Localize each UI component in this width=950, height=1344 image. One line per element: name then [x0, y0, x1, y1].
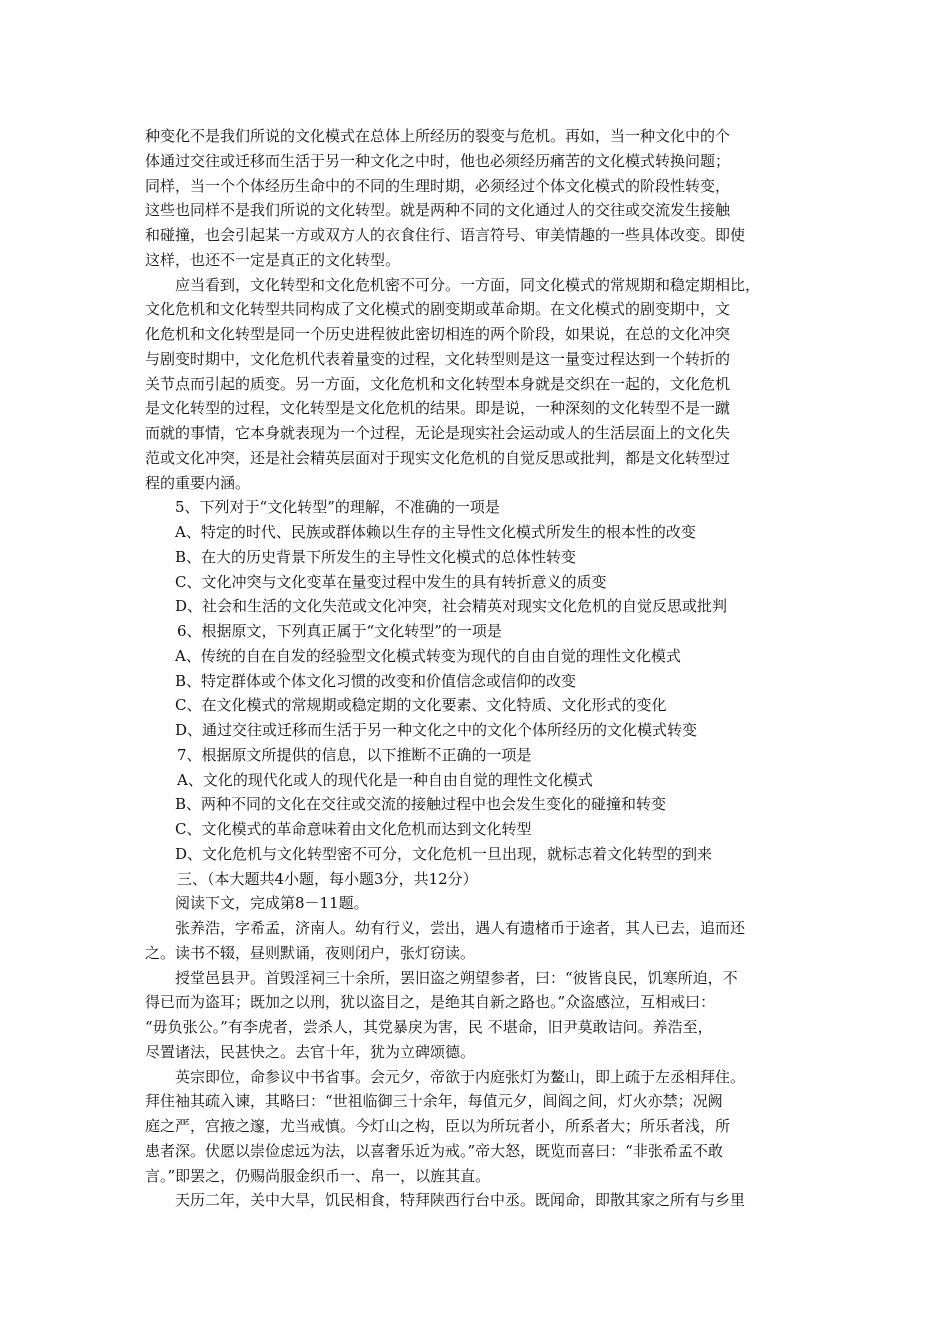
text-line: A、传统的自在自发的经验型文化模式转变为现代的自由自觉的理性文化模式 — [175, 646, 681, 665]
text-line: B、在大的历史背景下所发生的主导性文化模式的总体性转变 — [175, 547, 577, 566]
text-line: B、特定群体或个体文化习惯的改变和价值信念或信仰的改变 — [175, 671, 577, 690]
text-line: C、文化冲突与文化变革在量变过程中发生的具有转折意义的质变 — [175, 572, 607, 591]
text-line: 7、根据原文所提供的信息，以下推断不正确的一项是 — [177, 745, 532, 764]
text-line: 应当看到，文化转型和文化危机密不可分。一方面，同文化模式的常规期和稳定期相比， — [175, 275, 761, 294]
document-page — [145, 124, 815, 1213]
text-line: 这样，也还不一定是真正的文化转型。 — [145, 250, 401, 269]
text-line: 和碰撞，也会引起某一方或双方人的衣食住行、语言符号、审美情趣的一些具体改变。即使 — [145, 226, 746, 244]
text-line: 患者深。伏愿以崇俭虑远为法，以喜奢乐近为戒。”帝大怒，既览而喜曰：“非张希孟不敢 — [145, 1141, 723, 1160]
text-line: 之。读书不辍，昼则默诵，夜则闭户，张灯窃读。 — [145, 943, 476, 962]
text-line: 文化危机和文化转型共同构成了文化模式的剧变期或革命期。在文化模式的剧变期中，文 — [145, 300, 731, 319]
text-line: 5、下列对于“文化转型”的理解，不准确的一项是 — [175, 498, 500, 517]
text-line: 程的重要内涵。 — [145, 473, 251, 492]
text-line: 阅读下文，完成第8－11题。 — [175, 894, 369, 913]
text-line: 张养浩，字希孟，济南人。幼有行义，尝出，遇人有遗楮币于途者，其人已去，追而还 — [175, 919, 746, 937]
text-line: 庭之严，宫掖之邃，尤当戒慎。今灯山之构，臣以为所玩者小，所系者大；所乐者浅，所 — [145, 1117, 731, 1135]
text-line: 6、根据原文，下列真正属于“文化转型”的一项是 — [177, 622, 502, 640]
text-line: D、通过交往或迁移而生活于另一种文化之中的文化个体所经历的文化模式转变 — [175, 721, 698, 739]
text-line: 同样，当一个个体经历生命中的不同的生理时期，必须经过个体文化模式的阶段性转变， — [145, 176, 731, 195]
text-line: C、文化模式的革命意味着由文化危机而达到文化转型 — [175, 820, 532, 838]
text-line: D、文化危机与文化转型密不可分，文化危机一旦出现，就标志着文化转型的到来 — [175, 844, 713, 863]
text-line: 授堂邑县尹。首毁淫祠三十余所，罢旧盗之朔望参者，曰：“彼皆良民，饥寒所迫，不 — [175, 968, 738, 987]
text-line: 英宗即位，命参议中书省事。会元夕，帝欲于内庭张灯为鳌山，即上疏于左丞相拜住。 — [175, 1067, 746, 1086]
text-line: C、在文化模式的常规期或稳定期的文化要素、文化特质、文化形式的变化 — [175, 696, 667, 715]
text-line: 与剧变时期中，文化危机代表着量变的过程，文化转型则是这一量变过程达到一个转折的 — [145, 349, 731, 368]
text-line: 种变化不是我们所说的文化模式在总体上所经历的裂变与危机。再如，当一种文化中的个 — [145, 127, 731, 145]
text-line: D、社会和生活的文化失范或文化冲突，社会精英对现实文化危机的自觉反思或批判 — [175, 597, 728, 616]
text-line: 三、（本大题共4小题，每小题3分，共12分） — [177, 869, 478, 888]
text-line: 尽置诸法，民甚快之。去官十年，犹为立碑颂德。 — [145, 1042, 476, 1061]
text-line: B、两种不同的文化在交往或交流的接触过程中也会发生变化的碰撞和转变 — [175, 795, 667, 814]
text-line: 体通过交往或迁移而生活于另一种文化之中时，他也必须经历痛苦的文化模式转换问题； — [145, 151, 731, 170]
text-line: 是文化转型的过程，文化转型是文化危机的结果。即是说，一种深刻的文化转型不是一蹴 — [145, 399, 731, 418]
text-line: 范或文化冲突，还是社会精英层面对于现实文化危机的自觉反思或批判，都是文化转型过 — [145, 448, 731, 467]
text-line: 拜住袖其疏入谏，其略曰：“世祖临御三十余年，每值元夕，闾阎之间，灯火亦禁；况阙 — [145, 1092, 723, 1111]
text-line: A、文化的现代化或人的现代化是一种自由自觉的理性文化模式 — [177, 770, 593, 789]
text-line: 言。”即罢之，仍赐尚服金织币一、帛一，以旌其直。 — [145, 1166, 491, 1185]
text-line: 得已而为盗耳；既加之以刑，犹以盗目之，是绝其自新之路也。”众盗感泣，互相戒曰： — [145, 993, 716, 1012]
text-line: 天历二年，关中大旱，饥民相食，特拜陕西行台中丞。既闻命，即散其家之所有与乡里 — [175, 1191, 746, 1210]
text-line: “毋负张公。”有李虎者，尝杀人，其党暴戾为害，民 不堪命，旧尹莫敢诘问。养浩至， — [145, 1018, 713, 1036]
text-line: 关节点而引起的质变。另一方面，文化危机和文化转型本身就是交织在一起的，文化危机 — [145, 374, 731, 393]
text-line: 而就的事情，它本身就表现为一个过程，无论是现实社会运动或人的生活层面上的文化失 — [145, 424, 731, 442]
text-line: 化危机和文化转型是同一个历史进程彼此密切相连的两个阶段，如果说，在总的文化冲突 — [145, 325, 731, 343]
text-line: A、特定的时代、民族或群体赖以生存的主导性文化模式所发生的根本性的改变 — [175, 523, 696, 541]
text-line: 这些也同样不是我们所说的文化转型。就是两种不同的文化通过人的交往或交流发生接触 — [145, 201, 731, 220]
